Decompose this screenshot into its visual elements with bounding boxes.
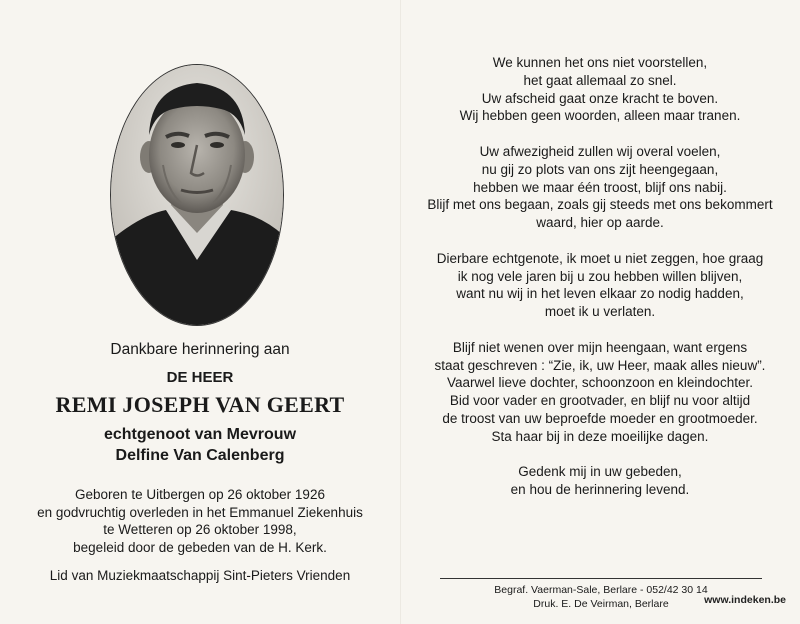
poem-line: Blijf niet wenen over mijn heengaan, want ergens <box>452 339 748 355</box>
intro-text: Dankbare herinnering aan <box>110 341 290 358</box>
watermark-text: www.indeken.be <box>704 594 786 606</box>
poem-line: want nu wij in het leven elkaar zo nodig hadden, <box>456 286 744 302</box>
poem-line: nu gij zo plots van ons zijt heengegaan, <box>481 161 719 177</box>
poem-line: waard, hier op aarde. <box>536 215 664 231</box>
printer-line: Begraf. Vaerman-Sale, Berlare - 052/42 30 14 <box>494 584 708 596</box>
poem-line: moet ik u verlaten. <box>544 304 656 320</box>
spouse-line: Delfine Van Calenberg <box>115 447 285 464</box>
poem <box>400 54 800 517</box>
spouse-block <box>0 424 400 466</box>
title-text: DE HEER <box>166 369 234 386</box>
life-line: begeleid door de gebeden van de H. Kerk. <box>73 539 327 555</box>
life-line: te Wetteren op 26 oktober 1998, <box>103 522 297 537</box>
poem-line: Wij hebben geen woorden, alleen maar tranen. <box>459 108 741 124</box>
poem-line: en hou de herinnering levend. <box>510 482 690 498</box>
poem-line: de troost van uw beproefde moeder en grootmoeder. <box>442 410 758 426</box>
poem-stanza <box>400 339 800 446</box>
portrait-photo <box>110 64 284 326</box>
poem-line: We kunnen het ons niet voorstellen, <box>492 55 708 70</box>
deceased-name: REMI JOSEPH VAN GEERT <box>55 392 345 417</box>
poem-line: Gedenk mij in uw gebeden, <box>518 464 682 480</box>
poem-stanza <box>400 250 800 321</box>
right-panel <box>400 0 800 624</box>
poem-line: Uw afscheid gaat onze kracht te boven. <box>481 90 719 106</box>
poem-line: Blijf met ons begaan, zoals gij steeds met ons bekommert <box>427 197 773 213</box>
poem-line: Sta haar bij in deze moeilijke dagen. <box>491 428 709 444</box>
poem-stanza <box>400 463 800 499</box>
life-dates-block <box>0 486 400 556</box>
poem-line: Uw afwezigheid zullen wij overal voelen, <box>479 143 721 159</box>
poem-stanza <box>400 54 800 125</box>
poem-line: Bid voor vader en grootvader, en blijf nu voor altijd <box>449 393 751 409</box>
poem-line: Dierbare echtgenote, ik moet u niet zeggen, hoe graag <box>436 250 764 266</box>
spouse-line: echtgenoot van Mevrouw <box>103 426 297 443</box>
life-line: Geboren te Uitbergen op 26 oktober 1926 <box>75 487 325 502</box>
poem-stanza <box>400 143 800 232</box>
membership-text: Lid van Muziekmaatschappij Sint-Pieters Vrienden <box>49 568 351 583</box>
poem-line: ik nog vele jaren bij u zou hebben willen blijven, <box>457 268 743 284</box>
poem-line: het gaat allemaal zo snel. <box>523 72 677 88</box>
printer-line: Druk. E. De Veirman, Berlare <box>533 598 669 610</box>
poem-line: Vaarwel lieve dochter, schoonzoon en kleindochter. <box>447 375 753 391</box>
printer-divider <box>440 578 762 579</box>
poem-line: hebben we maar één troost, blijf ons nabij. <box>473 179 727 195</box>
poem-line: staat geschreven : “Zie, ik, uw Heer, maak alles nieuw”. <box>434 357 766 373</box>
life-line: en godvruchtig overleden in het Emmanuel Ziekenhuis <box>37 504 363 520</box>
